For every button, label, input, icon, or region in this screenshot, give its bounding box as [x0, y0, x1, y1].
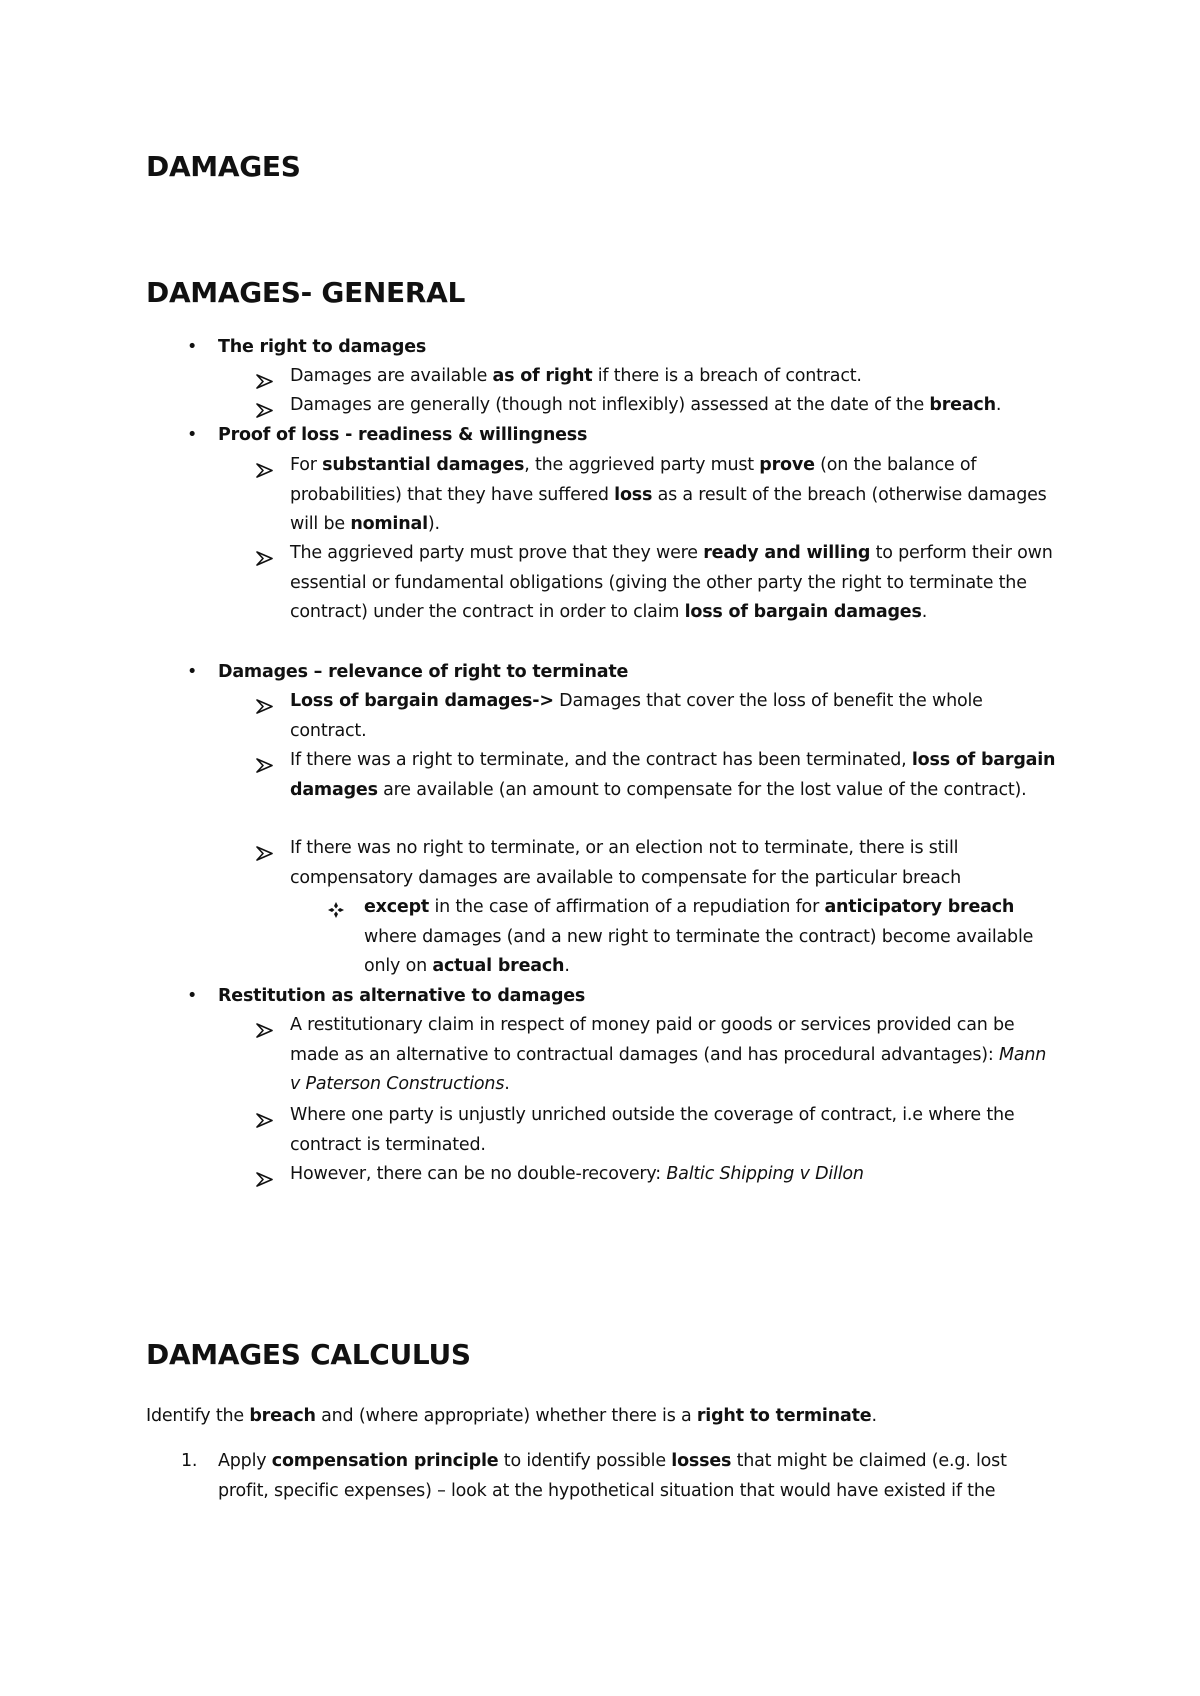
arrow-item: Where one party is unjustly unriched outside the coverage of contract, i.e where the contract is terminated. [290, 1101, 1060, 1160]
arrow-bullet-icon [256, 754, 273, 784]
list-number: 1. [181, 1451, 198, 1471]
arrow-item: A restitutionary claim in respect of money paid or goods or services provided can be made as an alternative to contractual damages (and has procedural advantages): Mann v Paterson Constructions. [290, 1011, 1060, 1100]
section-heading-calculus: DAMAGES CALCULUS [146, 1338, 471, 1371]
calculus-intro: Identify the breach and (where appropriate) whether there is a right to terminate. [146, 1406, 877, 1426]
arrow-bullet-icon [256, 1168, 273, 1198]
arrow-item: Damages are available as of right if there is a breach of contract. [290, 362, 1060, 392]
section-heading-general: DAMAGES- GENERAL [146, 276, 466, 309]
numbered-item: 1. Apply compensation principle to identify possible losses that might be claimed (e.g. lost profit, specific expenses) – look at the hypothetical situation that would have existed if the [218, 1447, 1048, 1506]
arrow-item: Damages are generally (though not inflexibly) assessed at the date of the breach. [290, 391, 1060, 421]
arrow-bullet-icon [256, 459, 273, 489]
arrow-item: Loss of bargain damages-> Damages that cover the loss of benefit the whole contract. [290, 687, 1060, 746]
bullet-label: Damages – relevance of right to terminate [218, 662, 629, 682]
arrow-bullet-icon [256, 370, 273, 400]
arrow-bullet-icon [256, 1019, 273, 1049]
arrow-item: For substantial damages, the aggrieved party must prove (on the balance of probabilities) that they have suffered loss as a result of the breach (otherwise damages will be nominal). [290, 451, 1060, 540]
bullet-icon: • [187, 337, 198, 357]
document-title: DAMAGES [146, 150, 301, 183]
bullet-item [187, 658, 629, 688]
arrow-bullet-icon [256, 547, 273, 577]
bullet-item [187, 421, 588, 451]
bullet-item [187, 982, 586, 1012]
arrow-bullet-icon [256, 842, 273, 872]
bullet-icon: • [187, 425, 198, 445]
diamond-item: except in the case of affirmation of a repudiation for anticipatory breach where damages (and a new right to terminate the contract) become available only on actual breach. [364, 893, 1044, 982]
bullet-icon: • [187, 662, 198, 682]
bullet-label: Proof of loss - readiness & willingness [218, 425, 588, 445]
bullet-label: Restitution as alternative to damages [218, 986, 586, 1006]
arrow-item: The aggrieved party must prove that they were ready and willing to perform their own essential or fundamental obligations (giving the other party the right to terminate the contract) under the contract in order to claim loss of bargain damages. [290, 539, 1060, 628]
arrow-item: If there was no right to terminate, or an election not to terminate, there is still compensatory damages are available to compensate for the particular breach [290, 834, 1060, 893]
bullet-label: The right to damages [218, 337, 427, 357]
bullet-icon: • [187, 986, 198, 1006]
arrow-bullet-icon [256, 1109, 273, 1139]
arrow-item: If there was a right to terminate, and the contract has been terminated, loss of bargain damages are available (an amount to compensate for the lost value of the contract). [290, 746, 1060, 805]
arrow-item: However, there can be no double-recovery: Baltic Shipping v Dillon [290, 1160, 1060, 1190]
diamond-bullet-icon [328, 899, 344, 929]
bullet-item [187, 333, 427, 363]
arrow-bullet-icon [256, 695, 273, 725]
